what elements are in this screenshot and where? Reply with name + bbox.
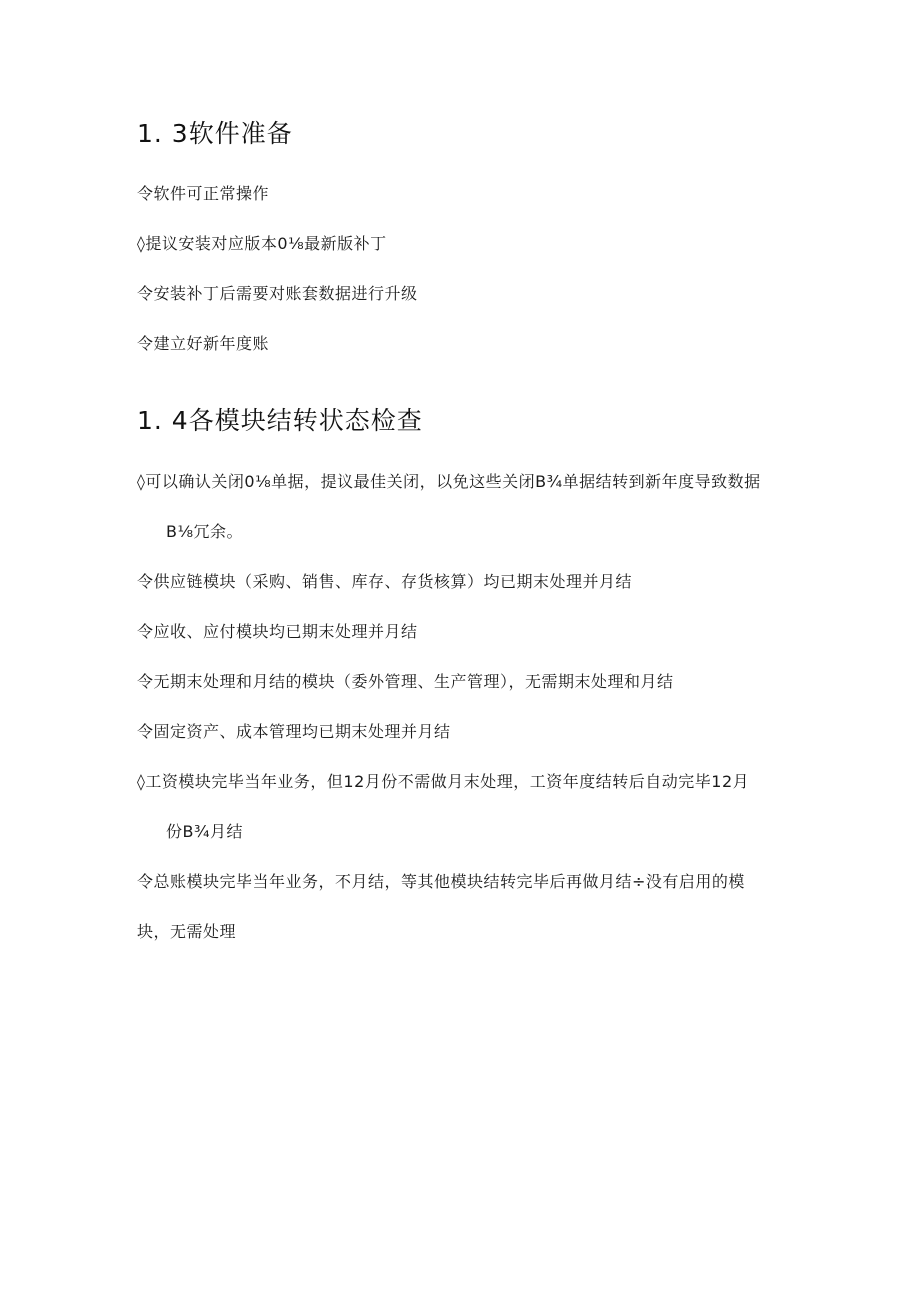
section-heading-module-status-check: 1. 4各模块结转状态检查 (137, 406, 423, 435)
list-item: ◊工资模块完毕当年业务，但12月份不需做月末处理，工资年度结转后自动完毕12月 (137, 772, 750, 791)
list-item: 令应收、应付模块均已期末处理并月结 (137, 622, 418, 641)
list-item: 令安装补丁后需要对账套数据进行升级 (137, 284, 418, 303)
list-item-continuation: 块，无需处理 (137, 922, 237, 941)
list-item-continuation: B⅛冗余。 (166, 522, 243, 541)
section-heading-software-prep: 1. 3软件准备 (137, 119, 293, 148)
list-item: ◊提议安装对应版本0⅛最新版补丁 (137, 234, 387, 253)
list-item: ◊可以确认关闭0⅛单据，提议最佳关闭，以免这些关闭B¾单据结转到新年度导致数据 (137, 472, 761, 491)
list-item-continuation: 份B¾月结 (166, 822, 243, 841)
list-item: 令软件可正常操作 (137, 184, 270, 203)
list-item: 令总账模块完毕当年业务，不月结，等其他模块结转完毕后再做月结÷没有启用的模 (137, 872, 745, 891)
list-item: 令供应链模块（采购、销售、库存、存货核算）均已期末处理并月结 (137, 572, 633, 591)
list-item: 令建立好新年度账 (137, 334, 270, 353)
list-item: 令固定资产、成本管理均已期末处理并月结 (137, 722, 451, 741)
list-item: 令无期末处理和月结的模块（委外管理、生产管理），无需期末处理和月结 (137, 672, 674, 691)
